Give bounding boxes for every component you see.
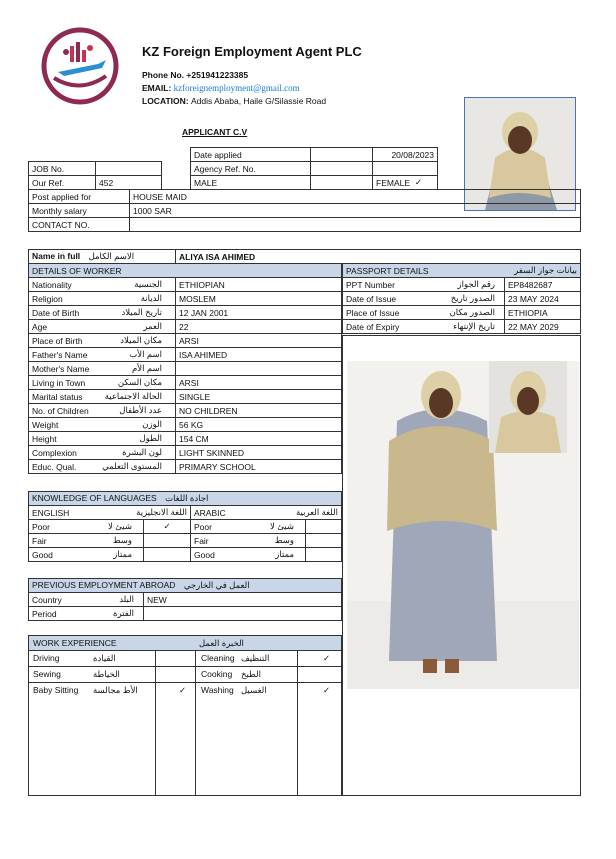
- arabic-level-check: [306, 520, 342, 534]
- contact-label: CONTACT NO.: [29, 218, 130, 232]
- detail-value: ARSI: [176, 334, 342, 348]
- table-row: [343, 306, 581, 320]
- lang-level-label-ar: ممتاز: [275, 549, 294, 559]
- job-no-value: [96, 162, 162, 176]
- languages-table: [28, 491, 342, 562]
- lang-level-label: Poor: [32, 521, 50, 532]
- detail-label: Weight: [32, 419, 59, 430]
- experience-label: Baby Sitting: [33, 685, 79, 695]
- agency-ref-value: [373, 162, 438, 176]
- experience-label: Driving: [33, 653, 60, 663]
- location-value: Addis Ababa, Haile G/Silassie Road: [190, 96, 327, 106]
- passport-label: Place of Issue: [346, 307, 400, 318]
- detail-label-ar: اسم الأب: [129, 349, 162, 359]
- detail-value: LIGHT SKINNED: [176, 446, 342, 460]
- salary-label: Monthly salary: [29, 204, 130, 218]
- date-applied-value: 20/08/2023: [373, 148, 438, 162]
- work-experience-section: [28, 635, 342, 796]
- gender-table: [190, 175, 438, 190]
- passport-value: ETHIOPIA: [505, 306, 581, 320]
- name-label: Name in full: [32, 251, 81, 261]
- lang-level-cell: [29, 548, 144, 562]
- experience-row: [29, 651, 343, 667]
- experience-label: Cooking: [201, 669, 233, 679]
- table-row: [29, 278, 342, 292]
- table-row: [29, 520, 342, 534]
- detail-label-cell: [29, 362, 176, 376]
- passport-details-table: [342, 263, 581, 334]
- table-row: [29, 446, 342, 460]
- passport-label: Date of Expiry: [346, 321, 400, 332]
- our-ref-label: Our Ref.: [29, 176, 96, 190]
- secondary-portrait-photo: [489, 361, 567, 453]
- female-cell: [373, 176, 438, 190]
- passport-label-ar: الصدور تاريخ: [450, 293, 495, 303]
- detail-label: Place of Birth: [32, 335, 83, 346]
- detail-label-cell: [29, 432, 176, 446]
- agency-ref-label: Agency Ref. No.: [191, 162, 311, 176]
- detail-label-ar: العمر: [143, 321, 162, 331]
- detail-label-ar: مكان السكن: [117, 377, 162, 387]
- empty-cell: [311, 162, 373, 176]
- languages-header: KNOWLEDGE OF LANGUAGES: [32, 493, 157, 503]
- lang-level-label: Fair: [32, 535, 47, 546]
- lang-level-label-ar: شيئ لا: [108, 521, 132, 531]
- salary-value: 1000 SAR: [130, 204, 581, 218]
- company-phone: [142, 70, 248, 80]
- arabic-label: ARABIC: [194, 507, 226, 518]
- detail-label-ar: الديانة: [140, 293, 162, 303]
- english-label-ar: اللغة الانجليزية: [136, 507, 187, 517]
- experience-header-ar: الخبرة العمل: [198, 638, 244, 648]
- detail-label: Height: [32, 433, 57, 444]
- detail-label: Living in Town: [32, 377, 86, 388]
- application-meta-table: [190, 147, 438, 176]
- experience-rows: [29, 651, 343, 698]
- detail-value: ETHIOPIAN: [176, 278, 342, 292]
- table-row: [29, 418, 342, 432]
- company-location: [142, 96, 326, 106]
- details-header: DETAILS OF WORKER: [29, 264, 342, 278]
- detail-label-cell: [29, 460, 176, 474]
- post-label: Post applied for: [29, 190, 130, 204]
- passport-label-cell: [343, 278, 505, 292]
- detail-label-cell: [29, 446, 176, 460]
- phone-label: Phone No.: [142, 70, 185, 80]
- experience-row: [29, 683, 343, 698]
- passport-label-cell: [343, 320, 505, 334]
- table-row: [29, 320, 342, 334]
- worker-details-table: [28, 263, 342, 474]
- lang-level-label: Poor: [194, 521, 212, 532]
- name-table: [28, 249, 581, 264]
- passport-label-cell: [343, 292, 505, 306]
- post-table: [28, 189, 581, 232]
- date-applied-label: Date applied: [191, 148, 311, 162]
- job-ref-table: [28, 161, 162, 190]
- document-title: APPLICANT C.V: [182, 127, 248, 137]
- period-value: [144, 607, 342, 621]
- english-label: ENGLISH: [32, 507, 70, 518]
- table-row: [343, 292, 581, 306]
- detail-label-cell: [29, 376, 176, 390]
- passport-label-ar: الصدور مكان: [449, 307, 495, 317]
- location-label: LOCATION:: [142, 96, 189, 106]
- detail-label: Religion: [32, 293, 63, 304]
- passport-value: EP8482687: [505, 278, 581, 292]
- experience-label-ar: التنظيف: [241, 653, 270, 663]
- table-row: [29, 334, 342, 348]
- detail-label-ar: الطول: [139, 433, 162, 443]
- lang-level-cell: [29, 534, 144, 548]
- arabic-label-ar: اللغة العربية: [295, 507, 338, 517]
- arabic-header-cell: [191, 506, 342, 520]
- detail-label-ar: تاريخ الميلاد: [121, 307, 162, 317]
- detail-label-cell: [29, 306, 176, 320]
- experience-label-ar: الأط مجالسة: [93, 685, 138, 695]
- english-level-check: [144, 548, 191, 562]
- detail-value: ISA AHIMED: [176, 348, 342, 362]
- country-label-cell: [29, 593, 144, 607]
- table-row: [29, 362, 342, 376]
- detail-label-ar: مكان الميلاد: [120, 335, 162, 345]
- country-value: NEW: [144, 593, 342, 607]
- passport-header-cell: [343, 264, 581, 278]
- detail-value: [176, 362, 342, 376]
- lang-level-cell: [191, 520, 306, 534]
- previous-employment-table: [28, 578, 342, 621]
- table-row: [29, 534, 342, 548]
- experience-label-ar: الطبخ: [241, 669, 261, 679]
- detail-label-cell: [29, 418, 176, 432]
- detail-label: Marital status: [32, 391, 83, 402]
- female-check: ✓: [414, 177, 422, 187]
- period-label: Period: [32, 608, 57, 619]
- lang-level-label-ar: شيئ لا: [270, 521, 294, 531]
- previous-header-ar: العمل في الخارجي: [183, 580, 250, 590]
- arabic-level-check: [306, 534, 342, 548]
- experience-label-ar: الخياطة: [93, 669, 120, 679]
- detail-label-cell: [29, 390, 176, 404]
- lang-level-label-ar: ممتاز: [113, 549, 132, 559]
- full-body-photo-area: [342, 335, 581, 796]
- detail-value: 22: [176, 320, 342, 334]
- table-row: [343, 320, 581, 334]
- passport-value: 23 MAY 2024: [505, 292, 581, 306]
- name-value: ALIYA ISA AHIMED: [176, 250, 581, 264]
- male-label: MALE: [191, 176, 311, 190]
- lang-level-label: Good: [194, 549, 215, 560]
- detail-value: SINGLE: [176, 390, 342, 404]
- detail-value: MOSLEM: [176, 292, 342, 306]
- lang-level-label: Good: [32, 549, 53, 560]
- detail-value: PRIMARY SCHOOL: [176, 460, 342, 474]
- passport-value: 22 MAY 2029: [505, 320, 581, 334]
- english-level-check: [144, 534, 191, 548]
- english-header-cell: [29, 506, 191, 520]
- lang-level-label-ar: وسط: [112, 535, 132, 545]
- languages-header-cell: [29, 492, 342, 506]
- table-row: [29, 292, 342, 306]
- experience-check: ✓: [179, 685, 187, 695]
- passport-label-cell: [343, 306, 505, 320]
- detail-label-ar: الوزن: [142, 419, 162, 429]
- email-link[interactable]: kzforeignemployment@gmail.com: [173, 83, 300, 93]
- experience-label-ar: القيادة: [93, 653, 116, 663]
- passport-header: PASSPORT DETAILS: [346, 265, 429, 276]
- detail-label-cell: [29, 292, 176, 306]
- email-label: EMAIL:: [142, 83, 172, 93]
- phone-value: +251941223385: [186, 70, 249, 80]
- detail-value: NO CHILDREN: [176, 404, 342, 418]
- table-row: [29, 404, 342, 418]
- lang-level-cell: [191, 534, 306, 548]
- detail-label: Father's Name: [32, 349, 88, 360]
- table-row: [29, 432, 342, 446]
- empty-cell: [311, 148, 373, 162]
- detail-value: ARSI: [176, 376, 342, 390]
- table-row: [343, 278, 581, 292]
- experience-label: Washing: [201, 685, 234, 695]
- experience-header-cell: [29, 636, 341, 651]
- previous-header-cell: [29, 579, 342, 593]
- period-label-cell: [29, 607, 144, 621]
- passport-label-ar: رقم الجواز: [457, 279, 495, 289]
- detail-label: Educ. Qual.: [32, 461, 77, 472]
- passport-label-ar: تاريخ الإنتهاء: [453, 321, 495, 331]
- languages-header-ar: اجادة اللغات: [165, 493, 209, 503]
- detail-label-ar: الحالة الاجتماعية: [104, 391, 162, 401]
- table-row: [29, 306, 342, 320]
- detail-label-cell: [29, 320, 176, 334]
- name-label-ar: الاسم الكامل: [88, 251, 135, 261]
- contact-value: [130, 218, 581, 232]
- job-no-label: JOB No.: [29, 162, 96, 176]
- table-row: [29, 460, 342, 474]
- detail-label-ar: الجنسية: [134, 279, 162, 289]
- experience-check: ✓: [323, 653, 331, 663]
- country-label-ar: البلد: [119, 594, 134, 604]
- detail-label: Nationality: [32, 279, 72, 290]
- table-row: [29, 348, 342, 362]
- company-name: KZ Foreign Employment Agent PLC: [142, 44, 362, 59]
- detail-label-ar: اسم الأم: [132, 363, 162, 373]
- our-ref-value: 452: [96, 176, 162, 190]
- detail-label-cell: [29, 348, 176, 362]
- experience-label-ar: الغسيل: [241, 685, 267, 695]
- table-row: [29, 376, 342, 390]
- post-value: HOUSE MAID: [130, 190, 581, 204]
- lang-level-cell: [29, 520, 144, 534]
- detail-label-ar: المستوى التعلمي: [102, 461, 162, 471]
- previous-header: PREVIOUS EMPLOYMENT ABROAD: [32, 580, 176, 590]
- experience-check: ✓: [323, 685, 331, 695]
- passport-header-ar: بيانات جواز السفر: [514, 265, 577, 275]
- name-label-cell: [29, 250, 176, 264]
- male-check: [311, 176, 373, 190]
- detail-label: Age: [32, 321, 48, 332]
- detail-label-ar: لون البشرة: [122, 447, 162, 457]
- period-label-ar: الفترة: [113, 608, 134, 618]
- experience-row: [29, 667, 343, 683]
- detail-value: 56 KG: [176, 418, 342, 432]
- english-level-check: ✓: [144, 520, 191, 534]
- company-logo: [40, 26, 120, 106]
- detail-value: 12 JAN 2001: [176, 306, 342, 320]
- lang-level-label-ar: وسط: [274, 535, 294, 545]
- table-row: [29, 390, 342, 404]
- lang-level-label: Fair: [194, 535, 209, 546]
- detail-value: 154 CM: [176, 432, 342, 446]
- arabic-level-check: [306, 548, 342, 562]
- detail-label-cell: [29, 404, 176, 418]
- female-label: FEMALE: [376, 177, 411, 188]
- experience-label: Cleaning: [201, 653, 235, 663]
- detail-label: Date of Birth: [32, 307, 80, 318]
- table-row: [29, 548, 342, 562]
- detail-label-cell: [29, 278, 176, 292]
- company-email: [142, 83, 300, 93]
- detail-label: Complexion: [32, 447, 77, 458]
- detail-label: No. of Children: [32, 405, 89, 416]
- country-label: Country: [32, 594, 62, 605]
- lang-level-cell: [191, 548, 306, 562]
- experience-label: Sewing: [33, 669, 61, 679]
- detail-label: Mother's Name: [32, 363, 90, 374]
- passport-label: PPT Number: [346, 279, 395, 290]
- experience-header: WORK EXPERIENCE: [33, 638, 117, 648]
- detail-label-ar: عدد الأطفال: [119, 405, 162, 415]
- detail-label-cell: [29, 334, 176, 348]
- passport-label: Date of Issue: [346, 293, 397, 304]
